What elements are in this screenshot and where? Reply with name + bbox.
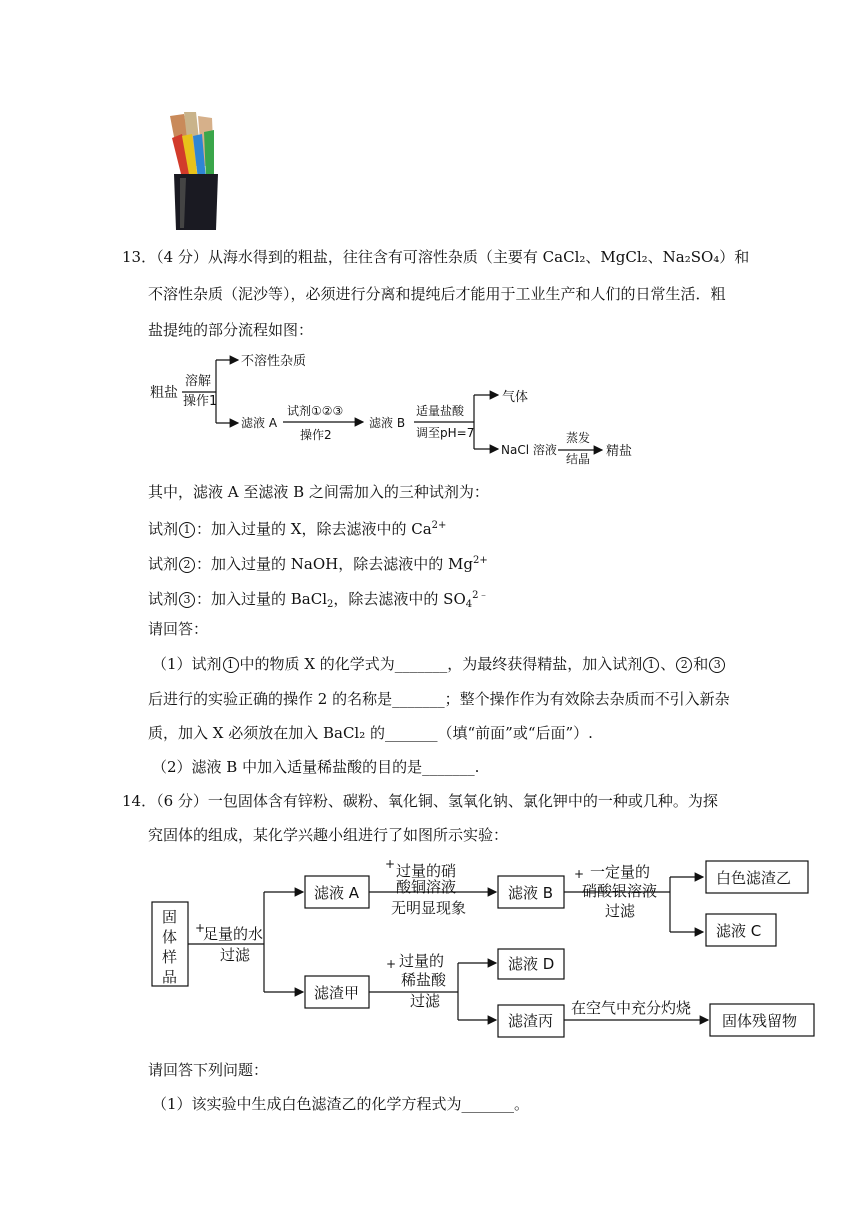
crude-salt-label: 粗盐 [150,385,178,401]
q13-part1-line3: 质，加入 X 必须放在加入 BaCl₂ 的_______（填“前面”或“后面”）. [148,724,593,742]
q13-part2: （2）滤液 B 中加入适量稀盐酸的目的是_______. [152,758,480,776]
op1-top-label: 溶解 [185,374,212,389]
cable-image [160,108,230,230]
svg-text:无明显现象: 无明显现象 [391,899,467,917]
water-label: 足量的水 [203,925,264,943]
svg-text:过滤: 过滤 [605,902,636,920]
svg-text:体: 体 [162,928,178,946]
please-answer: 请回答： [148,620,209,638]
filtrate-a-label: 滤液 A [241,416,278,430]
svg-text:样: 样 [162,948,178,966]
q14-line1: 14．（6 分）一包固体含有锌粉、碳粉、氧化铜、氢氧化钠、氯化钾中的一种或几种。为探 [122,792,718,810]
svg-text:品: 品 [162,968,178,986]
hcl-bottom-label: 调至pH=7 [416,426,475,440]
reagent-2-line: 试剂 2 ：加入过量的 NaOH，除去滤液中的 $Mg^{2+}$ [148,555,488,573]
svg-text:滤渣甲: 滤渣甲 [314,984,360,1002]
q13-part1-line2: 后进行的实验正确的操作 2 的名称是_______；整个操作作为有效除去杂质而不引入新杂 [148,690,730,708]
svg-text:过滤: 过滤 [410,992,441,1010]
q13-flowchart [140,345,660,470]
svg-text:滤液 A: 滤液 A [314,884,360,902]
q14-part1: （1）该实验中生成白色滤渣乙的化学方程式为_______。 [152,1095,530,1113]
reagents-label: 试剂①②③ [287,404,344,418]
svg-text:固: 固 [162,908,178,926]
reagent-word: 试剂 [148,520,179,538]
svg-text:白色滤渣乙: 白色滤渣乙 [716,869,792,887]
q13-part1-line1: （1）试剂 1 中的物质 X 的化学式为_______，为最终获得精盐，加入试剂 1 、 2 和 3 [152,654,726,674]
svg-text:固体残留物: 固体残留物 [722,1012,798,1030]
q14-line2: 究固体的组成，某化学兴趣小组进行了如图所示实验： [148,826,509,844]
q14-please: 请回答下列问题： [148,1061,269,1079]
svg-text:一定量的: 一定量的 [590,863,651,881]
q13-intro: 其中，滤液 A 至滤液 B 之间需加入的三种试剂为： [148,483,489,501]
reagent-1-line: 试剂 1 ：加入过量的 X，除去滤液中的 $Ca^{2+}$ [148,520,447,538]
op2-label: 操作2 [300,428,332,442]
circled-1: 1 [179,522,195,538]
evaporate-label: 蒸发 [566,431,591,445]
insoluble-impurity-label: 不溶性杂质 [241,354,307,369]
svg-text:滤液 C: 滤液 C [716,922,762,940]
q13-line1: 13．（4 分）从海水得到的粗盐，往往含有可溶性杂质（主要有 CaCl₂、MgCl₂、Na₂SO₄）和 [122,248,750,266]
svg-text:+: + [385,857,396,871]
circled-3: 3 [179,592,195,608]
svg-text:滤渣丙: 滤渣丙 [508,1012,554,1030]
gas-label: 气体 [502,390,529,405]
refined-salt-label: 精盐 [606,444,633,459]
svg-text:滤液 B: 滤液 B [508,884,554,902]
svg-text:稀盐酸: 稀盐酸 [401,971,447,989]
crystallize-label: 结晶 [566,452,591,466]
reagent-3-line: 试剂 3 ：加入过量的 BaCl$_2$，除去滤液中的 $SO_4^{2﹣}$ [148,590,489,610]
circled-2: 2 [179,557,195,573]
svg-text:滤液 D: 滤液 D [508,955,555,973]
op1-bottom-label: 操作1 [183,394,218,409]
svg-text:酸铜溶液: 酸铜溶液 [396,878,457,896]
q13-line3: 盐提纯的部分流程如图： [148,321,314,339]
hcl-top-label: 适量盐酸 [416,404,465,418]
svg-text:过量的硝: 过量的硝 [396,862,457,880]
q13-line2: 不溶性杂质（泥沙等），必须进行分离和提纯后才能用于工业生产和人们的日常生活．粗 [148,285,726,303]
svg-text:+: + [574,867,585,881]
filtrate-b-label: 滤液 B [369,416,406,430]
filter1-label: 过滤 [220,946,251,964]
svg-text:+: + [386,957,397,971]
nacl-solution-label: NaCl 溶液 [501,443,557,457]
q14-flowchart [140,850,830,1045]
svg-text:硝酸银溶液: 硝酸银溶液 [582,882,658,900]
svg-text:+: + [195,921,206,935]
svg-text:在空气中充分灼烧: 在空气中充分灼烧 [571,999,692,1017]
svg-text:过量的: 过量的 [399,952,445,970]
